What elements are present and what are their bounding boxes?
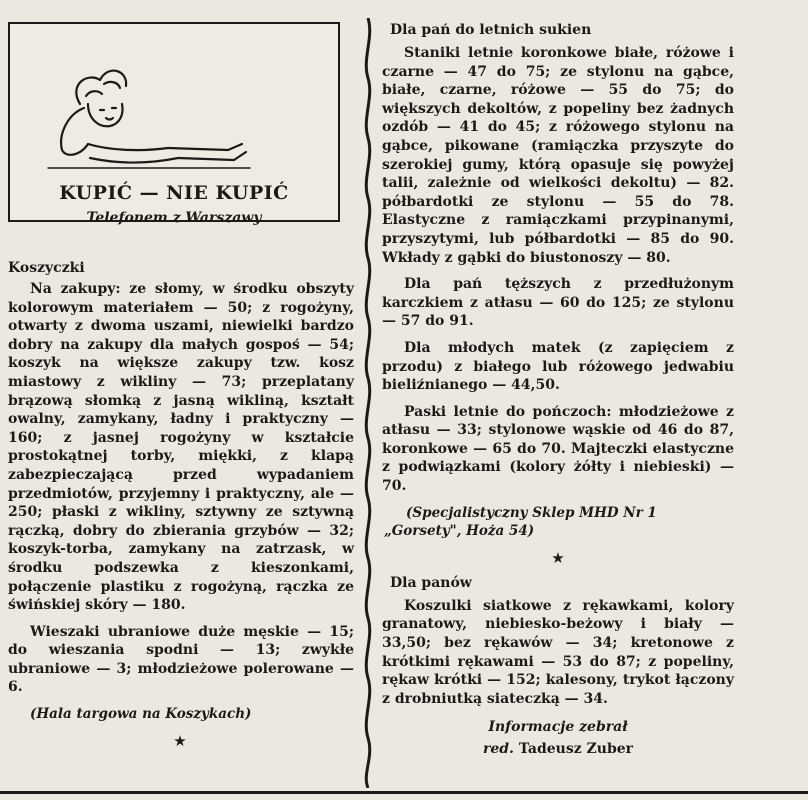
source-note-left: (Hala targowa na Koszykach) <box>30 706 252 723</box>
paragraph-baskets <box>6 280 354 615</box>
paragraph-men: Koszulki siatkowe z rękawkami, kolory granatowy, niebiesko-beżowy i biały — 33,50; bez rękawów — 34; kretonowe z krótkimi rękawami — 53 do 87; z popeliny, rękaw krótki — 152; kalesony, trykot łączony z drobniutką siateczką — 34. <box>382 597 734 707</box>
author-credit <box>382 716 734 760</box>
source-note-right: (Specjalistyczny Sklep MHD Nr 1 „Gorsety", Hoża 54) <box>384 504 657 540</box>
paragraph-garters: Paski letnie do pończoch: młodzieżowe z atłasu — 33; stylonowe wąskie od 46 do 87, koronkowe — 65 do 70. Majteczki elastyczne z podwiązkami (kolory żółty i niebieski) — 70. <box>382 403 734 495</box>
left-column <box>6 22 356 750</box>
paragraph-larger-sizes: Dla pań tęższych z przedłużonym karczkiem z atłasu — 60 do 125; ze stylonu — 57 do 91. <box>382 276 734 330</box>
star-separator-right: ★ <box>551 548 565 567</box>
paragraph-hangers: Wieszaki ubraniowe duże męskie — 15; do wieszania spodni — 13; zwykłe ubraniowe — 3; młodzieżowe polerowane — 6. <box>8 623 354 696</box>
column-subtitle: Telefonem z Warszawy <box>86 210 262 226</box>
credit-line: Informacje zebrał <box>488 719 628 736</box>
column-title: KUPIĆ — NIE KUPIĆ <box>59 182 289 204</box>
column-masthead <box>8 22 340 226</box>
lead-label: Na zakupy: <box>30 281 121 297</box>
column-divider <box>358 18 378 788</box>
star-separator-left: ★ <box>173 731 187 750</box>
author-name: Tadeusz Zuber <box>518 741 634 758</box>
section-heading-women: Dla pań do letnich sukien <box>390 22 592 38</box>
paragraph-baskets-text: ze słomy, w środku obszyty kolorowym materiałem — 50; z rogożyny, otwarty z dwoma uszami, niewielki bardzo dobry na zakupy dla małych gospoś — 54; koszyk na większe zakupy tzw. kosz miastowy z wikliny — 73; przeplatany brązową słomką z jasną wikliną, kształt owalny, zamykany, ładny i praktyczny — 160; z jasnej rogożyny w kształcie prostokątnej torby, miękki, z klapą zabezpieczającą przed wypadaniem przedmiotów, przyjemny i praktyczny, ale — 250; płaski z wikliny, sztywny ze sztywną rączką, dobry do zbierania grzybów — 32; koszyk-torba, zamykany na zatrzask, w środku podszewka z kieszonkami, połączenie plastiku z rogożyną, rączka ze świńskiej skóry — 180. <box>8 281 355 614</box>
section-heading-baskets: Koszyczki <box>8 260 85 276</box>
bottom-rule <box>0 791 808 794</box>
credit-prefix: red. <box>482 741 514 758</box>
paragraph-bras: Staniki letnie koronkowe białe, różowe i czarne — 47 do 75; ze stylonu na gąbce, białe, czarne, różowe — 55 do 75; do większych dekoltów, z popeliny bez żadnych ozdób — 41 do 45; z różowego stylonu na gąbce, pikowane (ramiączka przyszyte do szerokiej gumy, którą opasuje się powyżej talii, zależnie od wielkości dekoltu) — 82. półbardotki ze stylonu — 55 do 78. Elastyczne z ramiączkami przypinanymi, przyszytymi, lub półbardotki — 85 do 90. Wkłady z gąbki do biustonoszy — 80. <box>382 45 734 266</box>
reclining-woman-illustration <box>28 34 258 184</box>
left-article <box>6 260 354 758</box>
paragraph-young-mothers: Dla młodych matek (z zapięciem z przodu) z białego lub różowego jedwabiu bieliźnianego — 44,50. <box>382 339 734 394</box>
section-heading-men: Dla panów <box>390 574 472 591</box>
right-column <box>382 22 734 760</box>
